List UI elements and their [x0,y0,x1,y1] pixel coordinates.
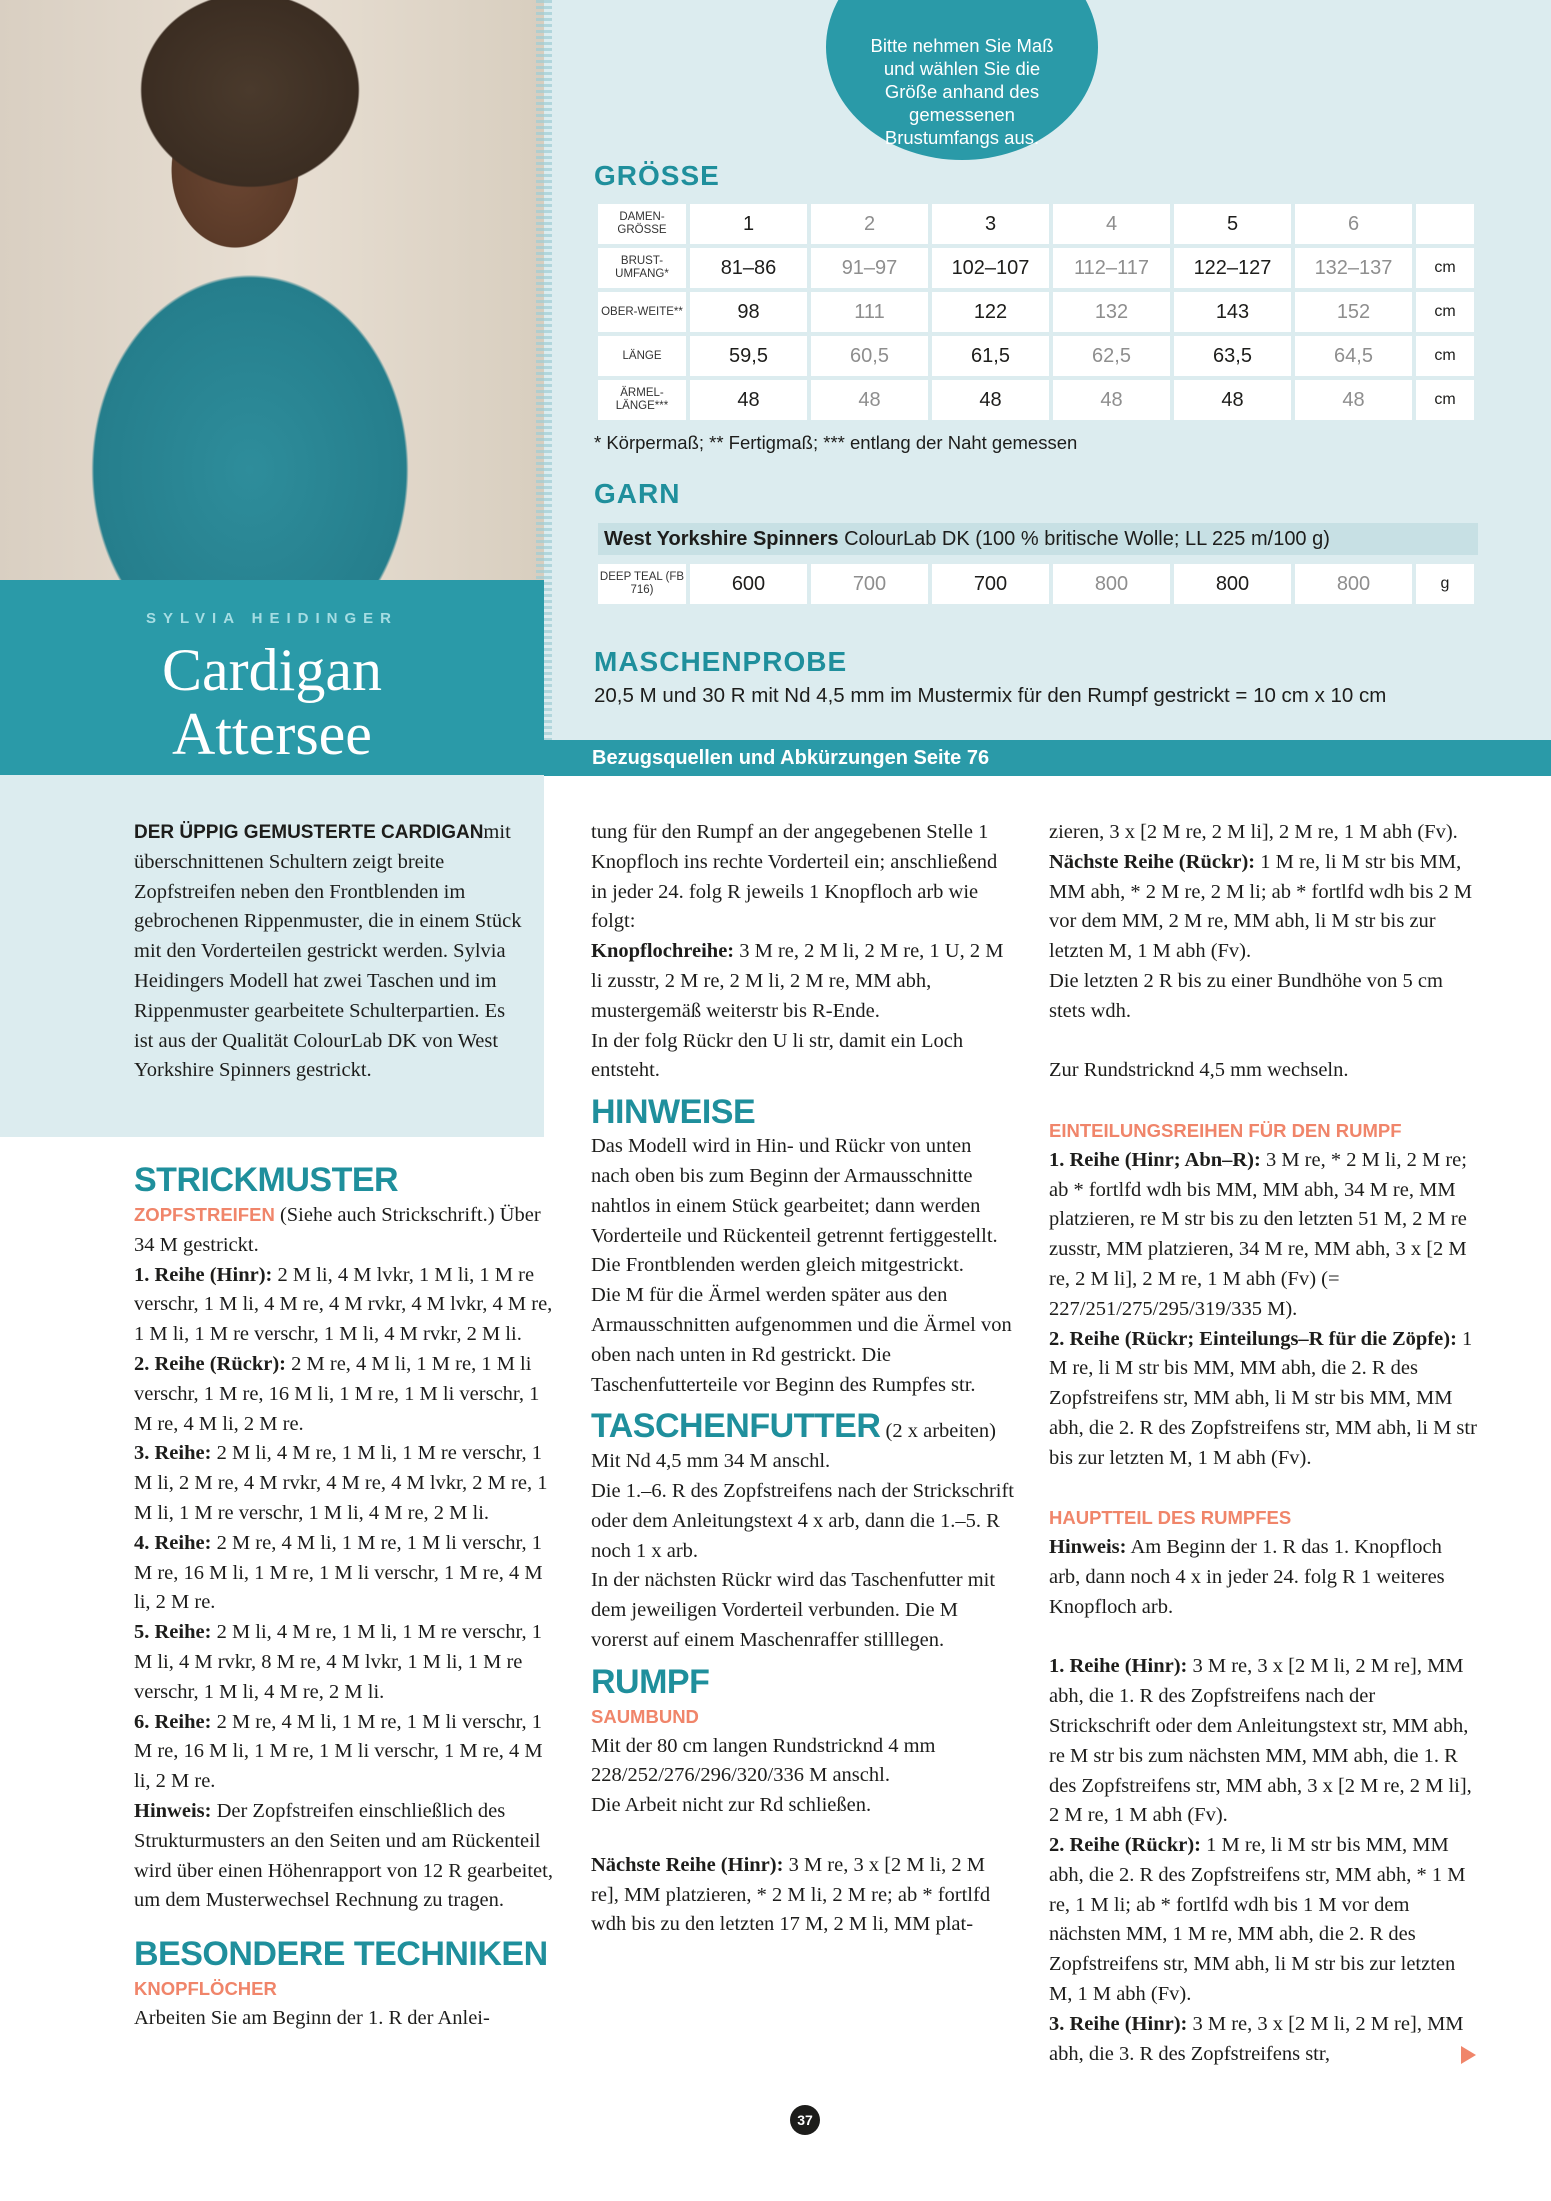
size-value: 48 [1053,380,1170,420]
size-value: 800 [1053,564,1170,604]
col2-p2: In der folg Rückr den U li str, damit ein Loch entsteht. [591,1029,964,1082]
title-block [0,580,544,775]
einteilung-r2-text: 1 M re, li M str bis MM, MM abh, die 2. R des Zopfstreifens str, MM abh, li M str bis MM, MM abh, die 2. R des Zopfstreifens str, MM abh, li M str bis zur letzten M, 1 M abh (Fv). [1049,1327,1477,1469]
einteilung-r1-label: 1. Reihe (Hinr; Abn–R): [1049,1148,1261,1171]
unit-cell [1416,204,1474,244]
hinweise-heading: HINWEISE [591,1093,756,1132]
einteilung-label: EINTEILUNGSREIHEN FÜR DEN RUMPF [1049,1119,1402,1141]
row1-text: 2 M li, 4 M lvkr, 1 M li, 1 M re verschr, 1 M li, 4 M re, 4 M rvkr, 4 M lvkr, 4 M re, 1 M li, 1 M re verschr, 1 M li, 4 M rvkr, 2 M li. [134,1263,553,1346]
einteilung-r1-text: 3 M re, * 2 M li, 2 M re; ab * fortlfd wdh bis MM, MM abh, 34 M re, MM platzieren, re M str bis zu den letzten 51 M, 2 M re zusstr, MM platzieren, 34 M re, MM abh, 3 x [2 M re, 2 M li], 2 M re, 1 M abh (Fv) (= 227/251/275/295/319/335 M). [1049,1148,1467,1320]
hinweis-text: Der Zopfstreifen einschließlich des Strukturmusters an den Seiten und am Rückenteil wird über einen Höhenrapport von 12 R gearbeitet, um dem Musterwechsel Rechnung zu tragen. [134,1799,553,1912]
haupt-r3-text: 3 M re, 3 x [2 M li, 2 M re], MM abh, die 3. R des Zopfstreifens str, [1049,2012,1464,2065]
row4-text: 2 M re, 4 M li, 1 M re, 1 M li verschr, 1 M re, 16 M li, 1 M re, 1 M li verschr, 1 M re, 4 M li, 2 M re. [134,1531,543,1614]
size-row [598,336,1474,376]
row-label: BRUST-UMFANG* [598,248,686,288]
size-value: 152 [1295,292,1412,332]
size-value: 61,5 [932,336,1049,376]
row1-label: 1. Reihe (Hinr): [134,1263,273,1286]
hauptteil-hinweis-text: Am Beginn der 1. R das 1. Knopfloch arb, dann noch 4 x in jeder 24. folg R 1 weiteres Knopfloch arb. [1049,1536,1445,1618]
size-value: 48 [1174,380,1291,420]
size-value: 48 [811,380,928,420]
row-label: LÄNGE [598,336,686,376]
tasche-p2: Die 1.–6. R des Zopfstreifens nach der Strickschrift oder dem Anleitungstext 4 x arb, dann die 1.–5. R noch 1 x arb. [591,1479,1014,1562]
size-value: 5 [1174,204,1291,244]
size-table [594,200,1478,424]
yarn-heading: GARN [594,478,681,509]
size-value: 122–127 [1174,248,1291,288]
size-value: 60,5 [811,336,928,376]
hinweise-p2: Die M für die Ärmel werden später aus den Armausschnitten aufgenommen und die Ärmel von oben nach unten in Rd gestrickt. Die Taschenfutterteile vor Beginn des Rumpfes str. [591,1284,1012,1396]
gauge-heading: MASCHENPROBE [594,646,848,677]
hinweise-p1: Das Modell wird in Hin- und Rückr von unten nach oben bis zum Beginn der Armausschnitte nahtlos in einem Stück gearbeitet; dann werden Vorderteile und Rückenteil getrennt fertiggestellt. Die Frontblenden werden gleich mitgestrickt. [591,1135,998,1277]
source-bar: Bezugsquellen und Abkürzungen Seite 76 [544,740,1551,776]
size-value: 700 [811,564,928,604]
size-value: 1 [690,204,807,244]
unit-cell: cm [1416,380,1474,420]
row-label: DAMEN-GRÖSSE [598,204,686,244]
size-hint-text: Bitte nehmen Sie Maß und wählen Sie die Größe anhand des gemessenen Brustumfangs aus. [870,35,1054,148]
size-value: 98 [690,292,807,332]
next-page-arrow-icon [1461,2046,1476,2064]
haupt-r2-text: 1 M re, li M str bis MM, MM abh, die 2. R des Zopfstreifens str, MM abh, * 1 M re, 1 M li; ab * fortlfd wdh bis 1 M vor dem nächsten MM, 1 M re, MM abh, die 2. R des Zopfstreifens str, MM abh, li M str bis zur letzten M, 1 M abh (Fv). [1049,1834,1466,2006]
intro-lead: DER ÜPPIG GEMUSTERTE CARDIGAN [134,822,484,843]
zopf-label: ZOPFSTREIFEN [134,1204,275,1225]
size-row [598,564,1474,604]
intro-text [134,818,529,1086]
size-value: 63,5 [1174,336,1291,376]
tasche-p3: In der nächsten Rückr wird das Taschenfutter mit dem jeweiligen Vorderteil verbunden. Die M vorerst auf einem Maschenraffer stilllegen. [591,1569,996,1651]
size-value: 48 [1295,380,1412,420]
size-row [598,292,1474,332]
saumbund-label: SAUMBUND [591,1705,699,1727]
model-photo [0,0,544,580]
row-label: ÄRMEL-LÄNGE*** [598,380,686,420]
row2-text: 2 M re, 4 M li, 1 M re, 1 M li verschr, 1 M re, 16 M li, 1 M re, 1 M li verschr, 1 M re, 4 M li, 2 M re. [134,1352,540,1435]
size-row [598,248,1474,288]
size-value: 64,5 [1295,336,1412,376]
row5-text: 2 M li, 4 M re, 1 M li, 1 M re verschr, 1 M li, 4 M rvkr, 8 M re, 4 M lvkr, 1 M li, 1 M re verschr, 1 M li, 4 M re, 2 M li. [134,1621,542,1703]
col3-c1: zieren, 3 x [2 M re, 2 M li], 2 M re, 1 M abh (Fv). [1049,821,1458,843]
knopflochreihe-label: Knopflochreihe: [591,940,735,963]
size-hint-bubble [826,0,1098,160]
haupt-r1-text: 3 M re, 3 x [2 M li, 2 M re], MM abh, die 1. R des Zopfstreifens nach der Strickschrift oder dem Anleitungstext str, MM abh, re M str bis zum nächsten MM, MM abh, die 1. R des Zopfstreifens str, MM abh, 3 x [2 M re, 2 M li], 2 M re, 1 M abh (Fv). [1049,1655,1472,1827]
col2-p1: tung für den Rumpf an der angegebenen Stelle 1 Knopfloch ins rechte Vorderteil ein; anschließend in jeder 24. folg R jeweils 1 Knopfloch arb wie folgt: [591,821,998,933]
size-value: 800 [1295,564,1412,604]
size-value: 800 [1174,564,1291,604]
size-value: 3 [932,204,1049,244]
hauptteil-label: HAUPTTEIL DES RUMPFES [1049,1507,1292,1529]
column-2 [591,818,1015,1940]
row3-label: 3. Reihe: [134,1442,212,1465]
yarn-brand: West Yorkshire Spinners [604,528,839,550]
title-line-2: Attersee [172,701,372,767]
size-value: 4 [1053,204,1170,244]
size-value: 2 [811,204,928,244]
unit-cell: cm [1416,336,1474,376]
size-value: 81–86 [690,248,807,288]
row-label: OBER-WEITE** [598,292,686,332]
yarn-table [594,560,1478,608]
unit-cell: cm [1416,248,1474,288]
hauptteil-hinweis-label: Hinweis: [1049,1536,1127,1559]
col3-next-row-text: 1 M re, li M str bis MM, MM abh, * 2 M re, 2 M li; ab * fortlfd wdh bis 2 M vor dem MM, 2 M re, MM abh, li M str bis zur letzten M, 1 M abh (Fv). [1049,850,1473,963]
author-name: SYLVIA HEIDINGER [145,610,399,627]
col3-c3: Zur Rundstricknd 4,5 mm wechseln. [1049,1059,1349,1082]
row4-label: 4. Reihe: [134,1531,212,1554]
zopf-text: (Siehe auch Strickschrift.) Über 34 M gestrickt. [134,1204,541,1256]
size-value: 600 [690,564,807,604]
size-value: 132 [1053,292,1170,332]
taschenfutter-sub: (2 x arbeiten) [880,1420,996,1443]
yarn-text: ColourLab DK (100 % britische Wolle; LL 225 m/100 g) [838,528,1330,550]
size-value: 122 [932,292,1049,332]
size-value: 6 [1295,204,1412,244]
yarn-description [598,523,1478,555]
next-row-text: 3 M re, 3 x [2 M li, 2 M re], MM platzieren, * 2 M li, 2 M re; ab * fortlfd wdh bis zu den letzten 17 M, 2 M li, MM plat- [591,1853,991,1936]
size-note: * Körpermaß; ** Fertigmaß; *** entlang der Naht gemessen [594,432,1078,453]
size-value: 112–117 [1053,248,1170,288]
haupt-r1-label: 1. Reihe (Hinr): [1049,1655,1188,1678]
size-value: 91–97 [811,248,928,288]
haupt-r2-label: 2. Reihe (Rückr): [1049,1834,1202,1857]
size-value: 102–107 [932,248,1049,288]
knopf-text: Arbeiten Sie am Beginn der 1. R der Anlei- [134,2006,490,2029]
column-3 [1049,818,1477,2069]
size-value: 143 [1174,292,1291,332]
row2-label: 2. Reihe (Rückr): [134,1352,287,1375]
row6-text: 2 M re, 4 M li, 1 M re, 1 M li verschr, 1 M re, 16 M li, 1 M re, 1 M li verschr, 1 M re, 4 M li, 2 M re. [134,1710,543,1793]
title-line-1: Cardigan [162,637,382,703]
techniken-heading: BESONDERE TECHNIKEN [134,1935,548,1974]
saum-p1: Mit der 80 cm langen Rundstricknd 4 mm 228/252/276/296/320/336 M anschl. [591,1734,936,1787]
unit-cell: cm [1416,292,1474,332]
size-row [598,204,1474,244]
col3-c2: Die letzten 2 R bis zu einer Bundhöhe von 5 cm stets wdh. [1049,969,1443,1022]
tasche-p1: Mit Nd 4,5 mm 34 M anschl. [591,1450,831,1473]
intro-body: mit überschnittenen Schultern zeigt breite Zopfstreifen neben den Frontblenden im gebrochenen Rippenmuster, die in einem Stück mit den Vorderteilen gestrickt werden. Sylvia Heidingers Modell hat zwei Taschen und im Rippenmuster gearbeitete Schulterpartien. Es ist aus der Qualität ColourLab DK von West Yorkshire Spinners gestrickt. [134,821,522,1082]
col3-next-row-label: Nächste Reihe (Rückr): [1049,850,1256,873]
row-label: DEEP TEAL (FB 716) [598,564,686,604]
size-value: 111 [811,292,928,332]
size-value: 59,5 [690,336,807,376]
size-value: 62,5 [1053,336,1170,376]
taschenfutter-heading: TASCHENFUTTER [591,1407,881,1446]
size-value: 700 [932,564,1049,604]
gauge-text: 20,5 M und 30 R mit Nd 4,5 mm im Mustermix für den Rumpf gestrickt = 10 cm x 10 cm [594,684,1387,707]
size-value: 132–137 [1295,248,1412,288]
size-heading: GRÖSSE [594,160,720,191]
knopflochreihe-text: 3 M re, 2 M li, 2 M re, 1 U, 2 M li zusstr, 2 M re, 2 M li, 2 M re, MM abh, mustergemäß weiterstr bis R-Ende. [591,940,1004,1022]
next-row-label: Nächste Reihe (Hinr): [591,1853,784,1876]
row5-label: 5. Reihe: [134,1621,212,1644]
row6-label: 6. Reihe: [134,1710,212,1733]
size-value: 48 [690,380,807,420]
page-title [0,638,544,766]
strickmuster-heading: STRICKMUSTER [134,1161,399,1199]
rumpf-heading: RUMPF [591,1662,710,1701]
haupt-r3-label: 3. Reihe (Hinr): [1049,2012,1188,2035]
row3-text: 2 M li, 4 M re, 1 M li, 1 M re verschr, 1 M li, 2 M re, 4 M rvkr, 4 M re, 4 M lvkr, 2 M re, 1 M li, 1 M re verschr, 1 M li, 4 M re, 2 M li. [134,1442,548,1524]
hinweis-label: Hinweis: [134,1799,212,1822]
column-1 [134,1160,560,2034]
saum-p2: Die Arbeit nicht zur Rd schließen. [591,1794,872,1817]
page-number: 37 [790,2105,820,2135]
size-row [598,380,1474,420]
einteilung-r2-label: 2. Reihe (Rückr; Einteilungs–R für die Zöpfe): [1049,1327,1457,1350]
size-value: 48 [932,380,1049,420]
knopf-label: KNOPFLÖCHER [134,1978,277,2000]
unit-cell: g [1416,564,1474,604]
